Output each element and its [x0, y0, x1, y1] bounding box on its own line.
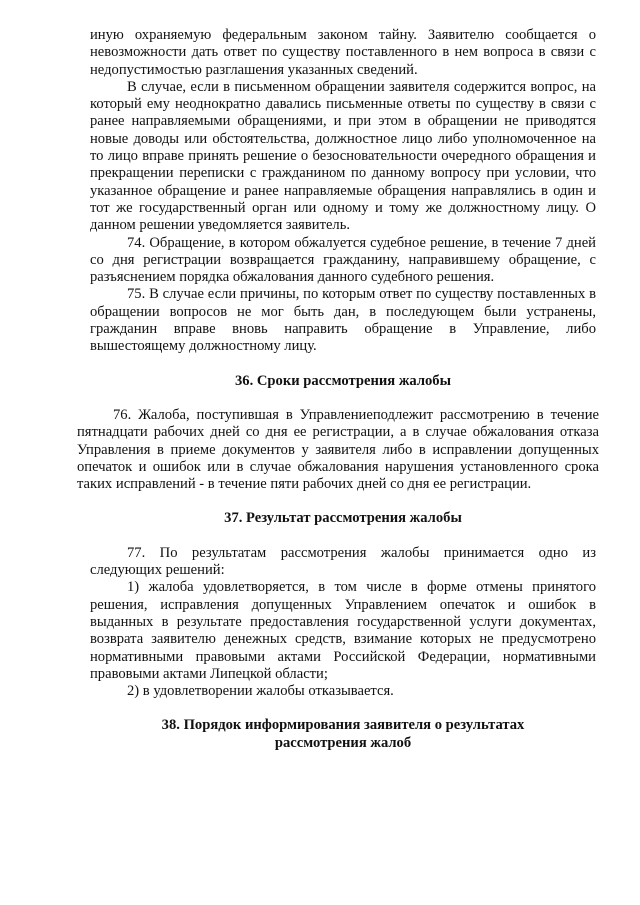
document-page — [77, 27, 599, 752]
section-heading-38-line-2: рассмотрения жалоб — [274, 734, 412, 751]
section-heading-38 — [90, 717, 596, 752]
paragraph-75: 75. В случае если причины, по которым ответ по существу поставленных в обращении вопросов не мог быть дан, в последующем были устранены, гражданин вправе вновь направить обращение в Управление, либо вышестоящему должностному лицу. — [90, 286, 596, 355]
paragraph-74: 74. Обращение, в котором обжалуется судебное решение, в течение 7 дней со дня регистрации возвращается гражданину, направившему обращение, с разъяснением порядка обжалования данного судебного решения. — [90, 234, 596, 286]
paragraph-77: 77. По результатам рассмотрения жалобы принимается одно из следующих решений: — [90, 544, 596, 579]
paragraph-77-item-1: 1) жалоба удовлетворяется, в том числе в форме отмены принятого решения, исправления допущенных Управлением опечаток и ошибок в выданных в результате предоставления государственной услуги документах, возврата заявителю денежных средств, взимание которых не предусмотрено нормативными правовыми актами Российской Федерации, нормативными правовыми актами Липецкой области; — [90, 579, 596, 682]
section-heading-38-line-1: 38. Порядок информирования заявителя о результатах — [161, 717, 525, 734]
paragraph-76: 76. Жалоба, поступившая в Управлениеподлежит рассмотрению в течение пятнадцати рабочих дней со дня ее регистрации, а в случае обжалования отказа Управления в приеме документов у заявителя либо в исправлении допущенных опечаток и ошибок или в случае обжалования нарушения установленного срока таких исправлений - в течение пяти рабочих дней со дня ее регистрации. — [77, 406, 599, 493]
section-heading-36: 36. Сроки рассмотрения жалобы — [234, 372, 451, 389]
paragraph-secrecy: иную охраняемую федеральным законом тайну. Заявителю сообщается о невозможности дать ответ по существу поставленного в нем вопроса в связи с недопустимостью разглашения указанных сведений. — [90, 27, 596, 78]
section-heading-37: 37. Результат рассмотрения жалобы — [224, 510, 462, 527]
paragraph-repeated-appeal: В случае, если в письменном обращении заявителя содержится вопрос, на который ему неоднократно давались письменные ответы по существу в связи с ранее направляемыми обращениями, и при этом в обращении не приводятся новые доводы или обстоятельства, должностное лицо либо уполномоченное на то лицо вправе принять решение о безосновательности очередного обращения и прекращении переписки с гражданином по данному вопросу при условии, что указанное обращение и ранее направляемые обращения направлялись в один и тот же государственный орган или одному и тому же должностному лицу. О данном решении уведомляется заявитель. — [90, 78, 596, 234]
paragraph-77-item-2: 2) в удовлетворении жалобы отказывается. — [127, 683, 394, 700]
